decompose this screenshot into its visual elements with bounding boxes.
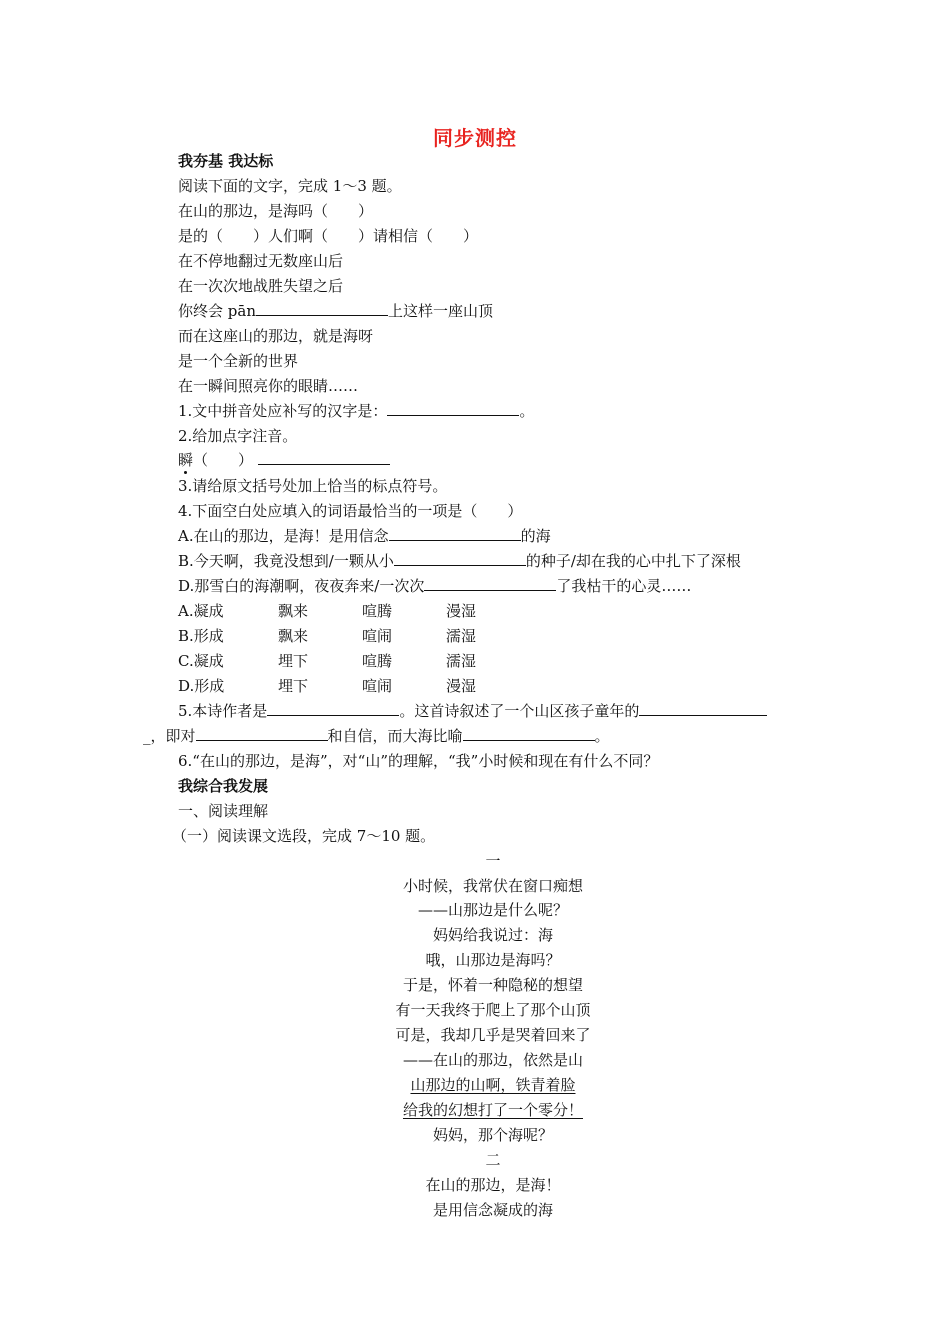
line-b-end: 的种子/却在我的心中扎下了深根 <box>525 552 741 570</box>
poem-line: 在一次次地战胜失望之后 <box>178 277 344 295</box>
poem-line: 是一个全新的世界 <box>178 352 299 370</box>
choice-b-word: 飘来 <box>278 627 309 645</box>
poem-line: 是的（ ）人们啊（ ）请相信（ ） <box>178 227 479 245</box>
excerpt-line-underlined <box>0 1075 950 1095</box>
choice-a-word: 喧腾 <box>362 602 393 620</box>
excerpt-line: 于是，怀着一种隐秘的想望 <box>402 976 583 994</box>
pinyin-blank[interactable] <box>256 301 388 316</box>
line-a-text: A.在山的那边，是海！是用信念 <box>178 527 389 545</box>
choice-b-word: 濡湿 <box>446 627 477 645</box>
answer-blank[interactable] <box>463 726 595 741</box>
question-5-end: 。 <box>594 727 610 745</box>
choice-c[interactable]: C.凝成 <box>178 652 224 670</box>
answer-blank[interactable] <box>387 401 519 416</box>
choice-b[interactable]: B.形成 <box>178 627 224 645</box>
subsection-reading: 一、阅读理解 <box>178 802 269 820</box>
answer-blank[interactable] <box>258 450 390 465</box>
choice-d-word: 喧闹 <box>362 677 393 695</box>
pinyin-prefix: 你终会 pān <box>178 302 256 320</box>
answer-blank[interactable] <box>639 701 767 716</box>
choice-d[interactable]: D.形成 <box>178 677 225 695</box>
choice-c-word: 喧腾 <box>362 652 393 670</box>
page-title: 同步测控 <box>433 126 517 150</box>
answer-blank[interactable] <box>424 576 556 591</box>
answer-blank[interactable] <box>394 551 526 566</box>
question-1-end: 。 <box>519 402 535 420</box>
poem-line: 在不停地翻过无数座山后 <box>178 252 344 270</box>
question-6: 6.“在山的那边，是海”，对“山”的理解，“我”小时候和现在有什么不同？ <box>178 752 659 770</box>
poem-part-mark: 一 <box>485 852 501 870</box>
choice-b-word: 喧闹 <box>362 627 393 645</box>
line-a-end: 的海 <box>520 527 551 545</box>
question-4-line-a <box>178 526 551 546</box>
dotted-character: 瞬 <box>178 451 194 469</box>
question-3: 3.请给原文括号处加上恰当的标点符号。 <box>178 477 448 495</box>
choice-c-word: 濡湿 <box>446 652 477 670</box>
choice-d-word: 漫湿 <box>446 677 477 695</box>
reading-instruction-2: （一）阅读课文选段，完成 7～10 题。 <box>172 827 436 845</box>
question-1 <box>178 401 534 421</box>
line-d-end: 了我枯干的心灵…… <box>556 577 692 595</box>
answer-blank[interactable] <box>196 726 328 741</box>
excerpt-line: 有一天我终于爬上了那个山顶 <box>395 1001 591 1019</box>
excerpt-line: 可是，我却几乎是哭着回来了 <box>395 1026 591 1044</box>
question-5-mid: 。这首诗叙述了一个山区孩子童年的 <box>399 702 640 720</box>
answer-blank[interactable] <box>267 701 399 716</box>
choice-a-word: 漫湿 <box>446 602 477 620</box>
section-heading-comprehensive: 我综合我发展 <box>178 777 269 795</box>
section-heading-basics: 我夯基 我达标 <box>178 152 274 170</box>
excerpt-line: 小时候，我常伏在窗口痴想 <box>402 877 583 895</box>
question-5-text: 5.本诗作者是 <box>178 702 268 720</box>
line-b-text: B.今天啊，我竟没想到/一颗从小 <box>178 552 394 570</box>
excerpt-line: 妈妈，那个海呢？ <box>432 1126 553 1144</box>
poem-line: 而在这座山的那边，就是海呀 <box>178 327 374 345</box>
excerpt-line: 哦，山那边是海吗？ <box>425 951 561 969</box>
question-1-text: 1.文中拼音处应补写的汉字是： <box>178 402 388 420</box>
excerpt-line: 在山的那边，是海！ <box>425 1176 561 1194</box>
excerpt-line: ——山那边是什么呢？ <box>417 901 568 919</box>
question-2: 2.给加点字注音。 <box>178 427 298 445</box>
choice-a-word: 飘来 <box>278 602 309 620</box>
choice-a[interactable]: A.凝成 <box>178 602 224 620</box>
question-4-line-d <box>178 576 691 596</box>
choice-d-word: 埋下 <box>278 677 309 695</box>
poem-line: 在山的那边，是海吗（ ） <box>178 202 374 220</box>
question-4-line-b <box>178 551 741 571</box>
answer-blank[interactable] <box>389 526 521 541</box>
underlined-text: 山那边的山啊，铁青着脸 <box>410 1076 576 1094</box>
question-5-line-2 <box>143 726 610 746</box>
question-2-item <box>178 450 390 470</box>
question-5 <box>178 701 767 721</box>
excerpt-line: ——在山的那边，依然是山 <box>402 1051 583 1069</box>
pinyin-suffix: 上这样一座山顶 <box>387 302 493 320</box>
poem-line: 在一瞬间照亮你的眼睛…… <box>178 377 359 395</box>
reading-instruction: 阅读下面的文字，完成 1～3 题。 <box>178 177 402 195</box>
line-d-text: D.那雪白的海潮啊，夜夜奔来/一次次 <box>178 577 425 595</box>
poem-line-pinyin <box>178 301 493 321</box>
excerpt-line: 是用信念凝成的海 <box>432 1201 553 1219</box>
question-5-text-2: _，即对 <box>143 727 196 745</box>
excerpt-line-underlined <box>0 1100 950 1120</box>
question-4: 4.下面空白处应填入的词语最恰当的一项是（ ） <box>178 502 523 520</box>
underlined-text: 给我的幻想打了一个零分！ <box>402 1101 583 1119</box>
choice-c-word: 埋下 <box>278 652 309 670</box>
pinyin-paren: （ ） <box>193 451 254 469</box>
poem-part-mark: 二 <box>485 1151 501 1169</box>
excerpt-line: 妈妈给我说过：海 <box>432 926 553 944</box>
question-5-text-3: 和自信，而大海比喻 <box>327 727 463 745</box>
